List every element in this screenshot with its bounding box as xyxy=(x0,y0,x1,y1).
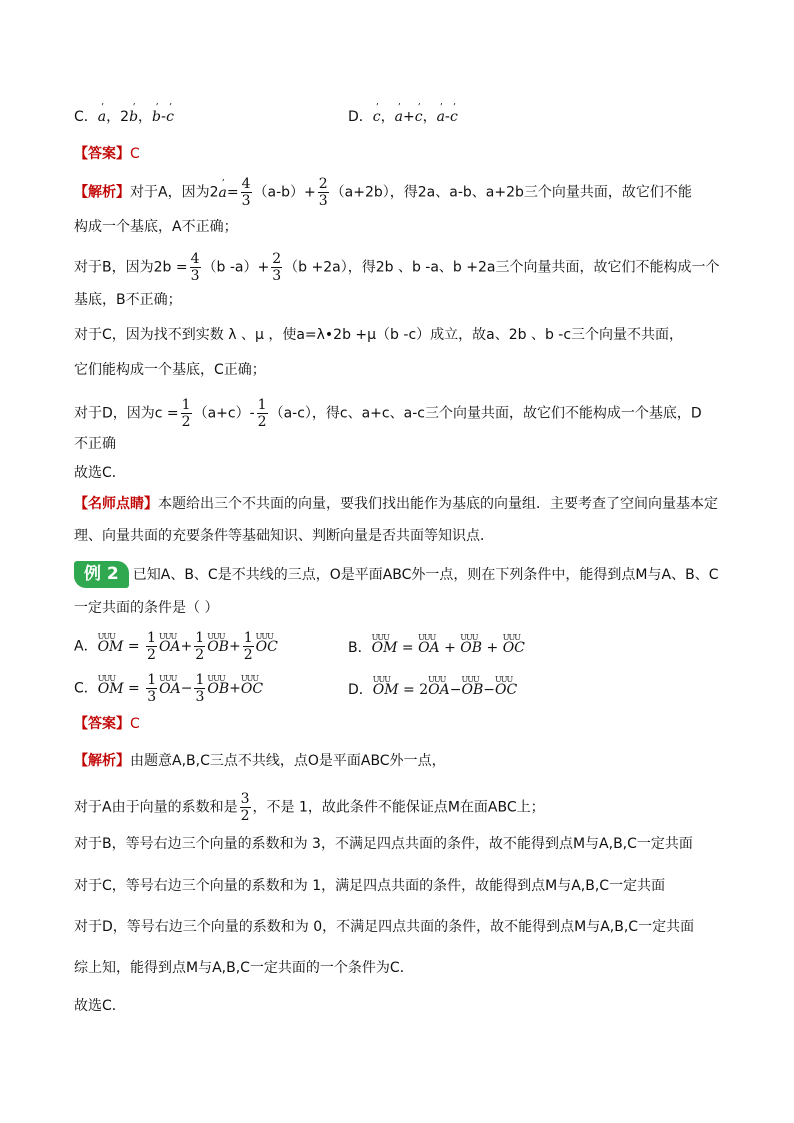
option-label: C． xyxy=(74,680,98,697)
vector-ob: UUU OB xyxy=(207,678,229,700)
example-2-stem-line-2 xyxy=(74,597,218,619)
vector-om: UUU OM xyxy=(98,636,124,658)
vector-oc: UUU OC xyxy=(256,636,278,658)
text: 不正确 xyxy=(74,436,116,452)
answer-1 xyxy=(74,143,140,165)
vector-a: ’ a xyxy=(437,106,445,128)
text: 已知A、B、C是不共线的三点，O是平面ABC外一点，则在下列条件中，能得到点M与A、B、C xyxy=(132,566,719,583)
option-label: C． xyxy=(74,109,98,125)
operator: + xyxy=(180,638,193,655)
analysis-1-line-a: 【解析】对于A，因为2’ a= $\frac{4}{3}$ （a-b）+ $\frac{2}{3}$ （a+2b），得2a、a-b、a+2b三个向量共面，故它们不能 xyxy=(74,176,692,209)
vector-c: ’ c xyxy=(450,106,458,128)
numerator: 4 xyxy=(241,176,251,192)
text: （b +2a），得2b 、b -a、b +2a三个向量共面，故它们不能构成一个 xyxy=(284,259,720,276)
operator: − xyxy=(180,680,193,697)
vector-a: ’ a xyxy=(98,106,106,128)
operator: + xyxy=(482,640,503,656)
text: 一定共面的条件是（ ） xyxy=(74,600,219,616)
numerator: 1 xyxy=(257,397,267,413)
denominator: 3 xyxy=(318,193,328,209)
analysis-1-line-b-cont xyxy=(74,289,182,311)
text: 对于D，因为c = xyxy=(74,405,179,422)
text: （b -a）+ xyxy=(202,259,270,276)
vector-ob: UUU OB xyxy=(207,636,229,658)
vector-b: ’ b xyxy=(152,106,161,128)
example-2-option-a xyxy=(74,630,278,663)
vector-ob: UUU OB xyxy=(460,637,482,659)
denominator: 3 xyxy=(272,268,282,284)
vector-oc: UUU OC xyxy=(503,637,525,659)
denominator: 3 xyxy=(190,268,200,284)
example-2-option-b xyxy=(348,637,525,659)
text: 对于C，因为找不到实数 λ 、μ ，使a=λ•2b +μ（b -c）成立，故a、2b 、b -c三个向量不共面， xyxy=(74,327,684,343)
example-2-option-d xyxy=(348,679,517,701)
vector-a: ’ a xyxy=(218,182,226,204)
separator: ， xyxy=(138,109,153,125)
vector-c: ’ c xyxy=(415,106,423,128)
text: 由题意A,B,C三点不共线，点O是平面ABC外一点， xyxy=(130,753,446,769)
text: 故选C． xyxy=(74,465,126,481)
analysis-1-line-d xyxy=(74,397,702,430)
vector-ob: UUU OB xyxy=(461,679,483,701)
operator: - xyxy=(161,109,167,125)
numerator: 1 xyxy=(147,672,157,688)
text: 对于C，等号右边三个向量的系数和为 1，满足四点共面的条件，故能得到点M与A,B,C一定共面 xyxy=(74,878,666,894)
analysis-2-line-2 xyxy=(74,791,545,824)
operator: = xyxy=(123,638,145,655)
denominator: 2 xyxy=(240,808,250,824)
analysis-label: 【解析】 xyxy=(74,184,130,201)
operator: + xyxy=(228,638,241,655)
option-label: A． xyxy=(74,638,98,655)
text: 理、向量共面的充要条件等基础知识、判断向量是否共面等知识点． xyxy=(74,528,494,544)
text: 对于A由于向量的系数和是 xyxy=(74,799,238,816)
numerator: 1 xyxy=(195,630,205,646)
example-badge: 例 2 xyxy=(74,561,129,588)
vector-a: ’ a xyxy=(395,106,403,128)
numerator: 1 xyxy=(243,630,253,646)
analysis-2-conclusion xyxy=(74,995,126,1017)
denominator: 3 xyxy=(147,689,157,705)
analysis-1-line-d-cont xyxy=(74,433,116,455)
analysis-2-line-3 xyxy=(74,833,693,855)
numerator: 1 xyxy=(181,397,191,413)
fraction xyxy=(146,672,157,705)
numerator: 1 xyxy=(195,672,205,688)
option-label: D． xyxy=(348,109,373,125)
fraction xyxy=(194,630,205,663)
denominator: 2 xyxy=(195,647,205,663)
operator: + xyxy=(439,640,461,656)
fraction xyxy=(181,397,192,430)
operator: − xyxy=(449,682,462,698)
text: 构成一个基底，A不正确； xyxy=(74,219,238,235)
text: 对于D，等号右边三个向量的系数和为 0，不满足四点共面的条件，故不能得到点M与A,B,C一定共面 xyxy=(74,919,695,935)
denominator: 2 xyxy=(257,414,267,430)
answer-label: 【答案】 xyxy=(74,716,130,732)
vector-oc: UUU OC xyxy=(495,679,517,701)
analysis-2-line-4 xyxy=(74,875,665,897)
teacher-tip-line-2 xyxy=(74,525,494,547)
fraction xyxy=(190,251,201,284)
tip-label: 【名师点睛】 xyxy=(74,496,158,512)
fraction xyxy=(318,176,329,209)
vector-om: UUU OM xyxy=(372,637,398,659)
answer-value: C xyxy=(130,716,140,732)
numerator: 4 xyxy=(190,251,200,267)
denominator: 2 xyxy=(181,414,191,430)
fraction xyxy=(240,791,251,824)
text: 对于B，等号右边三个向量的系数和为 3，不满足四点共面的条件，故不能得到点M与A,B,C一定共面 xyxy=(74,836,693,852)
denominator: 2 xyxy=(243,647,253,663)
vector-om: UUU OM xyxy=(373,679,399,701)
analysis-1-line-c xyxy=(74,324,683,346)
text: 综上知，能得到点M与A,B,C一定共面的一个条件为C． xyxy=(74,960,414,976)
text: 基底，B不正确； xyxy=(74,292,182,308)
operator: − xyxy=(483,682,495,698)
analysis-1-line-a-cont xyxy=(74,216,238,238)
numerator: 3 xyxy=(240,791,250,807)
analysis-1-line-b xyxy=(74,251,719,284)
vector-b: ’ b xyxy=(129,106,138,128)
text: （a+c）- xyxy=(193,405,255,422)
fraction xyxy=(241,176,252,209)
text: 对于B，因为2b = xyxy=(74,259,188,276)
text: 故选C． xyxy=(74,998,126,1014)
text: （a+2b），得2a、a-b、a+2b三个向量共面，故它们不能 xyxy=(330,184,692,201)
analysis-2-line-5 xyxy=(74,916,694,938)
fraction xyxy=(146,630,157,663)
option-label: D． xyxy=(348,682,373,698)
numerator: 1 xyxy=(147,630,156,646)
operator: + xyxy=(402,109,415,125)
text: （a-b）+ xyxy=(253,184,316,201)
text: ，不是 1，故此条件不能保证点M在面ABC上； xyxy=(252,799,545,816)
operator: = xyxy=(123,680,145,697)
denominator: 3 xyxy=(241,193,251,209)
option-label: B． xyxy=(348,640,372,656)
vector-oc: UUU OC xyxy=(241,678,263,700)
analysis-2-line-6 xyxy=(74,957,414,979)
vector-om: UUU OM xyxy=(98,678,124,700)
analysis-1-line-c-cont xyxy=(74,359,266,381)
operator: = 2 xyxy=(398,682,429,698)
text: （a-c），得c、a+c、a-c三个向量共面，故它们不能构成一个基底，D xyxy=(269,405,702,422)
separator: ，2 xyxy=(106,109,130,125)
analysis-1-conclusion xyxy=(74,462,126,484)
option-d-top xyxy=(348,106,458,128)
analysis-2-line-1 xyxy=(74,750,446,772)
denominator: 3 xyxy=(195,689,205,705)
vector-oa: UUU OA xyxy=(159,636,181,658)
denominator: 2 xyxy=(147,647,156,663)
vector-oa: UUU OA xyxy=(418,637,440,659)
fraction xyxy=(271,251,282,284)
text: 它们能构成一个基底，C正确； xyxy=(74,362,266,378)
text: 对于A，因为2 xyxy=(130,184,219,201)
example-2-option-c xyxy=(74,672,263,705)
option-c-top xyxy=(74,106,174,128)
teacher-tip-line-1 xyxy=(74,493,718,515)
example-2-stem-line-1 xyxy=(74,561,718,588)
analysis-label: 【解析】 xyxy=(74,753,130,769)
separator: ， xyxy=(380,109,395,125)
operator: = xyxy=(397,640,419,656)
fraction xyxy=(257,397,268,430)
answer-value: C xyxy=(130,146,140,162)
vector-oa: UUU OA xyxy=(428,679,450,701)
vector-c: ’ c xyxy=(166,106,174,128)
numerator: 2 xyxy=(318,176,328,192)
text: 本题给出三个不共面的向量，要我们找出能作为基底的向量组．主要考查了空间向量基本定 xyxy=(158,496,718,512)
operator: + xyxy=(229,680,241,697)
answer-2 xyxy=(74,713,140,735)
vector-c: ’ c xyxy=(373,106,381,128)
answer-label: 【答案】 xyxy=(74,146,130,162)
vector-oa: UUU OA xyxy=(159,678,181,700)
fraction xyxy=(243,630,254,663)
operator: - xyxy=(444,109,450,125)
numerator: 2 xyxy=(272,251,282,267)
separator: ， xyxy=(422,109,437,125)
fraction xyxy=(194,672,205,705)
